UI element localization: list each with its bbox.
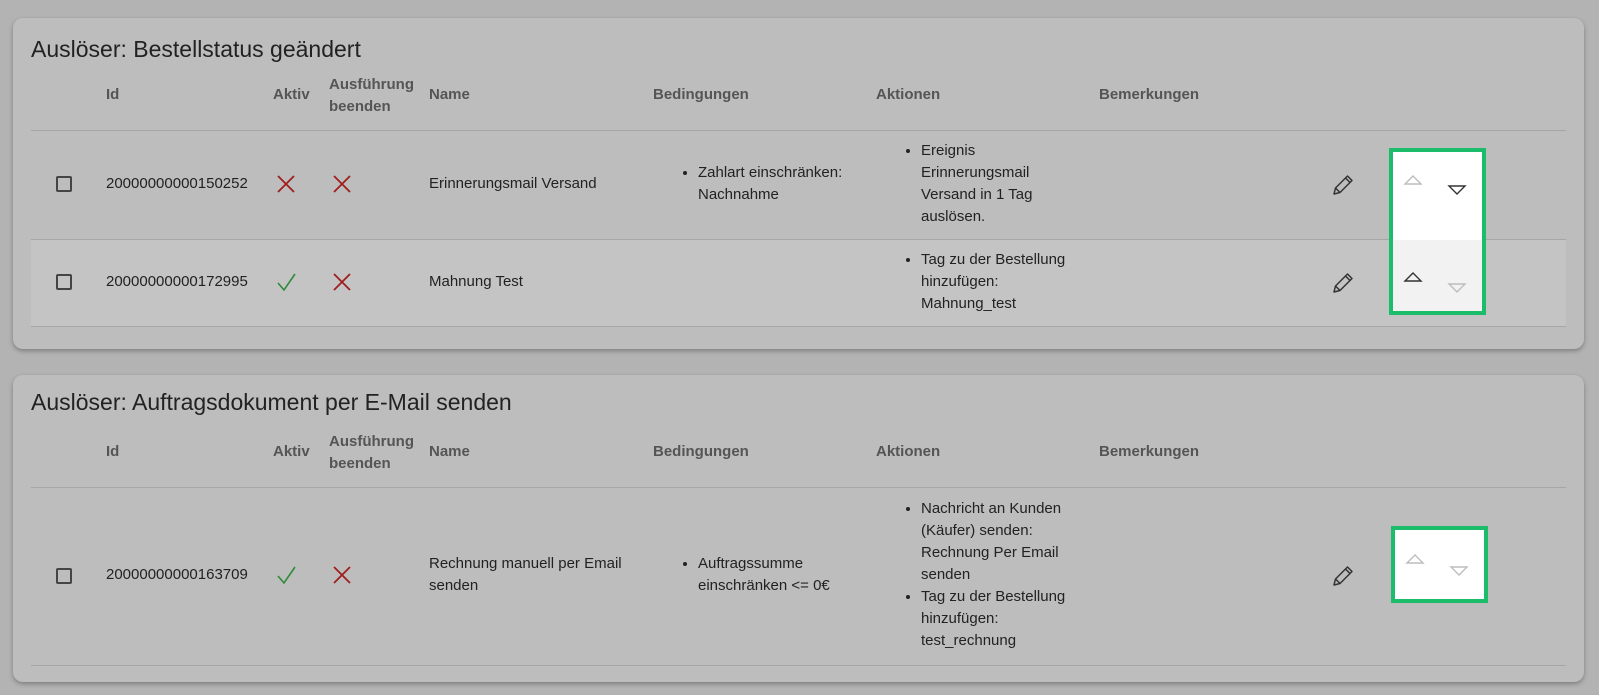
triangle-down-icon[interactable] (1449, 565, 1469, 577)
col-header-name: Name (429, 86, 470, 103)
trigger-title: Auslöser: Bestellstatus geändert (31, 36, 361, 62)
action-item: • Tag zu der Bestellung hinzufügen: test_rechnung (921, 586, 1081, 652)
row-id: 20000000000163709 (106, 566, 248, 583)
col-header-stop-line2: beenden (329, 455, 391, 472)
col-header-stop-line1: Ausführung (329, 76, 414, 93)
action-item: • Ereignis Erinnerungsmail Versand in 1 Tag auslösen. (921, 140, 1076, 228)
divider (31, 326, 1566, 327)
row-name: Rechnung manuell per Email senden (429, 555, 622, 594)
table-row (13, 488, 1584, 661)
divider (31, 665, 1566, 666)
row-id: 20000000000172995 (106, 273, 248, 290)
col-header-conditions: Bedingungen (653, 86, 749, 103)
table-row (13, 131, 1584, 239)
reorder-cell (1393, 152, 1482, 240)
pencil-icon[interactable] (1330, 563, 1356, 589)
col-header-remarks: Bemerkungen (1099, 86, 1200, 103)
col-header-aktiv: Aktiv (273, 443, 310, 460)
check-icon (275, 564, 297, 586)
triangle-up-icon[interactable] (1403, 271, 1423, 283)
col-header-stop-line1: Ausführung (329, 433, 414, 450)
action-item: • Tag zu der Bestellung hinzufügen: Mahnung_test (921, 249, 1076, 315)
reorder-cell (1393, 240, 1482, 311)
row-conditions (678, 162, 878, 206)
triangle-up-icon[interactable] (1403, 174, 1423, 186)
row-name: Mahnung Test (429, 273, 523, 290)
row-checkbox[interactable] (56, 274, 72, 290)
condition-item: • Zahlart einschränken: Nachnahme (698, 162, 878, 206)
col-header-name: Name (429, 443, 470, 460)
col-header-id: Id (106, 443, 120, 460)
triangle-down-icon[interactable] (1447, 282, 1467, 294)
col-header-remarks: Bemerkungen (1099, 443, 1200, 460)
col-header-stop-line2: beenden (329, 98, 391, 115)
col-header-id: Id (106, 86, 120, 103)
row-id: 20000000000150252 (106, 175, 248, 192)
reorder-controls (1389, 148, 1486, 315)
col-header-conditions: Bedingungen (653, 443, 749, 460)
pencil-icon[interactable] (1330, 270, 1356, 296)
col-header-aktiv: Aktiv (273, 86, 310, 103)
col-header-actions: Aktionen (876, 86, 941, 103)
table-row (13, 240, 1584, 326)
x-icon (275, 173, 297, 195)
row-actions (901, 498, 1081, 652)
x-icon (331, 173, 353, 195)
trigger-title: Auslöser: Auftragsdokument per E-Mail senden (31, 389, 512, 415)
row-actions (901, 140, 1076, 228)
condition-item: • Auftragssumme einschränken <= 0€ (698, 553, 878, 597)
col-header-actions: Aktionen (876, 443, 941, 460)
row-actions (901, 249, 1076, 315)
row-checkbox[interactable] (56, 568, 72, 584)
row-checkbox[interactable] (56, 176, 72, 192)
table-header (13, 74, 1584, 130)
table-header (13, 431, 1584, 487)
row-name: Erinnerungsmail Versand (429, 175, 597, 192)
x-icon (331, 564, 353, 586)
trigger-card-order-document-email (13, 375, 1584, 682)
check-icon (275, 271, 297, 293)
row-conditions (678, 553, 878, 597)
x-icon (331, 271, 353, 293)
triangle-up-icon[interactable] (1405, 553, 1425, 565)
trigger-card-order-status (13, 18, 1584, 349)
pencil-icon[interactable] (1330, 172, 1356, 198)
action-item: • Nachricht an Kunden (Käufer) senden: Rechnung Per Email senden (921, 498, 1081, 586)
triangle-down-icon[interactable] (1447, 184, 1467, 196)
reorder-controls (1391, 526, 1488, 603)
